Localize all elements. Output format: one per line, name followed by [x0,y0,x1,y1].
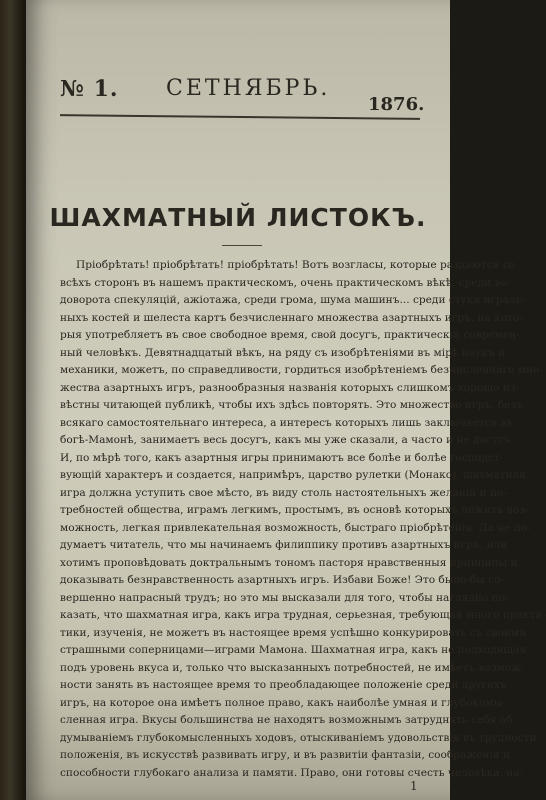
text-line: хотимъ проповѣдовать доктральнымъ тономъ пасторя нравственныя принципы и [60,556,518,569]
issue-number: № 1. [60,76,119,102]
text-line: положенія, въ искусствѣ развивать игру, и въ развитіи фантазіи, соображенія и [60,749,510,761]
text-line: подъ уровень вкуса и, только что высказанныхъ потребностей, не имѣетъ возмож- [60,661,525,674]
text-line: доказывать безнравственность азартныхъ игръ. Избави Боже! Это было-бы со- [60,574,505,586]
text-line: всякаго самостоятельнаго интереса, а интересъ которыхъ лишь заключается въ [60,416,514,429]
text-line: жества азартныхъ игръ, разнообразныя названія которыхъ слишкомъ хорошо из- [60,381,520,394]
text-line: ный человѣкъ. Девятнадцатый вѣкъ, на ряду съ изобрѣтеніями въ мірѣ наукъ и [60,346,506,359]
text-line: казать, что шахматная игра, какъ игра трудная, серьезная, требующая много практи- [60,609,546,621]
article-body [60,257,546,782]
text-line: думаетъ читатель, что мы начинаемъ филиппику противъ азартныхъ игръ, или [60,539,508,551]
text-line: страшными соперницами—играми Мамона. Шахматная игра, какъ не подходящая [60,644,527,656]
text-line: вершенно напрасный трудъ; но это мы высказали для того, чтобы наглядно по- [60,591,509,604]
text-line: ности занять въ настоящее время то преобладающее положеніе среди другихъ [60,679,507,691]
text-line: ныхъ костей и шелеста картъ безчисленнаго множества азартныхъ игръ, на кото- [60,311,524,324]
title-separator [222,245,262,246]
issue-month: СЕТНЯБРЬ. [166,76,331,101]
text-line: способности глубокаго анализа и памяти. Право, они готовы счесть человѣка, на- [60,766,524,779]
text-line: всѣхъ сторонъ въ нашемъ практическомъ, очень практическомъ вѣкѣ, среди во- [60,276,511,289]
text-line: Пріобрѣтать! пріобрѣтать! пріобрѣтать! Вотъ возгласы, которые раздаются со [76,259,516,271]
text-line: требностей общества, играмъ легкимъ, простымъ, въ основѣ которыхъ лежитъ воз- [60,504,529,516]
text-line: можность, легкая привлекательная возможность, быстраго пріобрѣтенія. Да не по- [60,521,531,534]
book-page [26,0,546,800]
page-number: 1 [410,779,418,793]
text-line: вѣстны читающей публикѣ, чтобы ихъ здѣсь повторять. Это множество игръ, безъ [60,399,523,411]
text-line: игра должна уступить свое мѣсто, въ виду столь настоятельныхъ желаній и по- [60,486,508,499]
text-line: игръ, на которое она имѣетъ полное право, какъ наиболѣе умная и глубокомы- [60,696,506,709]
text-line: И, по мѣрѣ того, какъ азартныя игры принимаютъ все болѣе и болѣе господст- [60,451,504,464]
text-line: тики, изученія, не можетъ въ настоящее время успѣшно конкурировать съ своими [60,626,527,639]
header-rule [60,114,420,120]
text-line: рыя употребляетъ въ свое свободное время, свой досугъ, практическій современ- [60,329,520,341]
text-line: думываніемъ глубокомысленныхъ ходовъ, отыскиваніемъ удовольствія въ трудности [60,731,537,744]
text-line: доворота спекуляцій, ажіотажа, среди грома, шума машинъ... среди стука играль- [60,294,526,306]
issue-year: 1876. [368,94,425,115]
text-line: сленная игра. Вкусы большинства не находятъ возможнымъ затруднять себя об- [60,714,517,726]
page-header [26,62,450,115]
text-line: богѣ-Мамонѣ, занимаетъ весь досугъ, какъ мы уже сказали, а часто и не досугъ. [60,434,514,446]
text-line: механики, можетъ, по справедливости, гордиться изобрѣтеніемъ безчисленнаго мно- [60,364,543,376]
text-line: вующій характеръ и создается, напримѣръ, царство рулетки (Монако), шахматная [60,469,526,481]
article-title: ШАХМАТНЫЙ ЛИСТОКЪ. [49,203,427,232]
